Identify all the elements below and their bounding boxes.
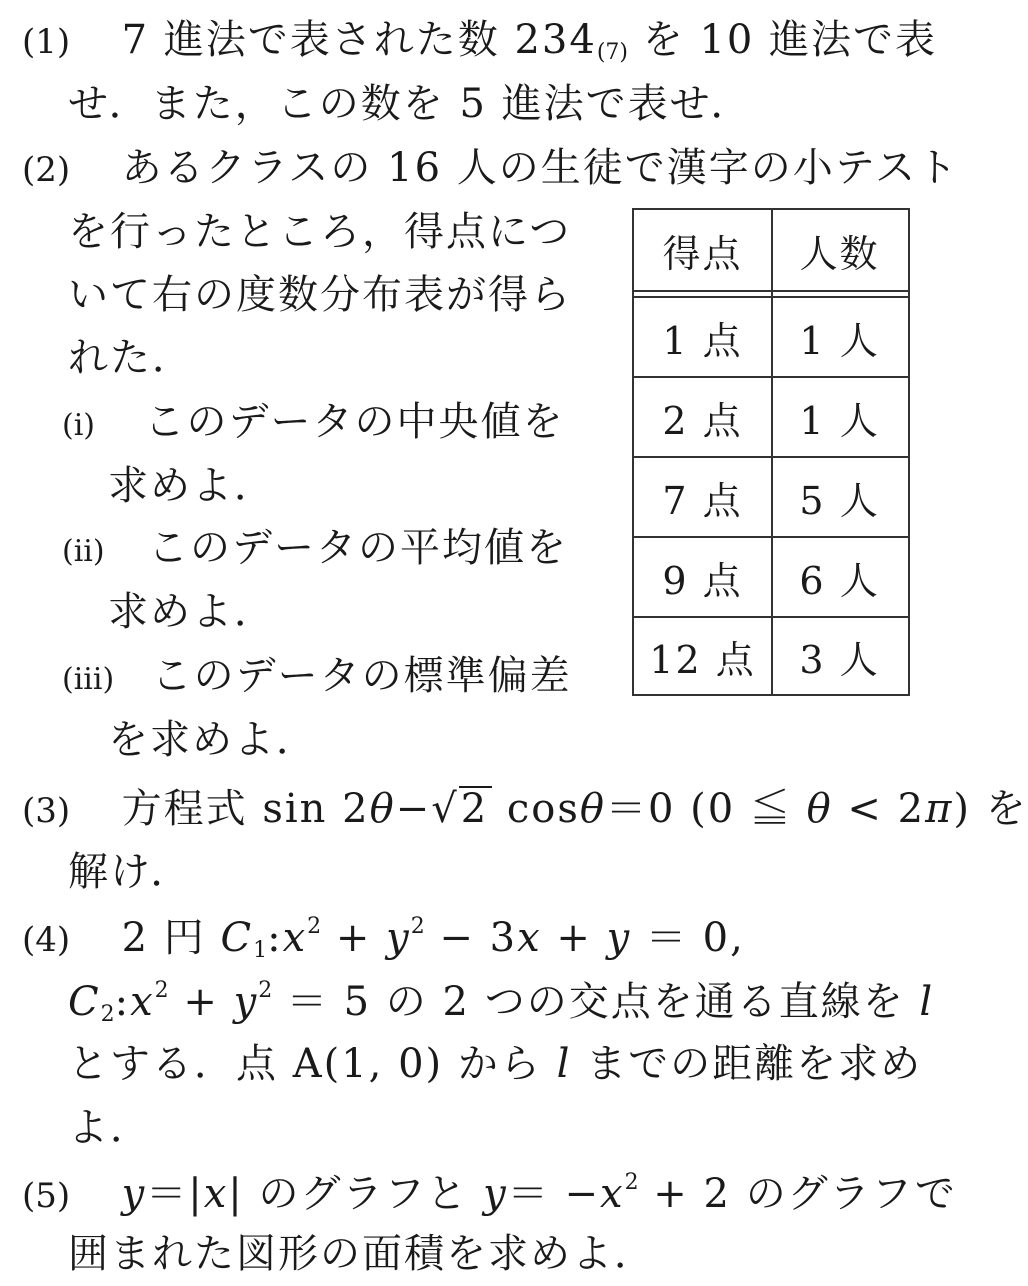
subproblem-i-line-2 <box>108 463 276 509</box>
var-y: y <box>386 915 411 961</box>
table-cell-score: 2 点 <box>662 398 743 443</box>
subproblem-ii-text: このデータの平均値を <box>148 525 569 571</box>
table-row <box>634 298 908 376</box>
table-cell-score: 12 点 <box>649 637 756 682</box>
problem-1-text: 7 進法で表された数 234 <box>121 17 597 63</box>
problem-5-number: (5) <box>22 1176 71 1216</box>
table-row <box>634 538 908 616</box>
equation-part: ＝ 0, <box>631 915 745 961</box>
table-cell-score: 9 点 <box>662 558 743 603</box>
problem-2-text-2: を行ったところ，得点につ <box>68 209 572 255</box>
var-x: x <box>600 1171 625 1217</box>
problem-1-text-tail: を 10 進法で表 <box>628 17 938 63</box>
problem-2-text-3: いて右の度数分布表が得ら <box>68 272 572 318</box>
table-cell-count: 1 人 <box>799 318 880 363</box>
problem-4-line-2: $C_2:x^2 + y^2 = 5$ の 2 つの交点を通る直線を l <box>68 978 935 1027</box>
problem-4-line-1: (4) 2 円 $C_1:x^2 + y^2 - 3x + y = 0$, <box>22 914 745 963</box>
subproblem-iii-number: (iii) <box>62 662 115 697</box>
subproblem-iii-text-2: を求めよ． <box>108 717 318 763</box>
problem-2-text: あるクラスの 16 人の生徒で漢字の小テスト <box>121 145 960 191</box>
table-header-score: 得点 <box>662 231 743 276</box>
problem-4-line-4 <box>68 1105 152 1151</box>
problem-2-line-1 <box>22 145 960 191</box>
subproblem-i-line-1 <box>62 399 565 445</box>
var-l: l <box>556 1041 572 1087</box>
table-cell-score: 7 点 <box>662 478 743 523</box>
var-l: l <box>919 979 935 1025</box>
equation-part: < 2 <box>832 786 926 832</box>
pi: π <box>925 786 954 832</box>
var-y: y <box>606 915 632 961</box>
subproblem-i-text-2: 求めよ． <box>108 463 276 509</box>
var-x: x <box>130 979 155 1025</box>
table-cell-count: 6 人 <box>799 558 880 603</box>
problem-4-text-4: よ． <box>68 1105 152 1151</box>
problem-3-line-1 <box>22 786 1028 830</box>
problem-2-line-2 <box>68 209 572 255</box>
table-row <box>634 458 908 536</box>
problem-3-line-2 <box>68 849 193 895</box>
superscript: 2 <box>154 978 169 1003</box>
var-y: y <box>483 1171 508 1217</box>
superscript: 2 <box>258 978 273 1003</box>
plus: + <box>541 915 607 961</box>
problem-3-number: (3) <box>22 791 71 831</box>
problem-1-text-2: せ．また，この数を 5 進法で表せ． <box>68 81 753 127</box>
subproblem-iii-line-2 <box>108 717 318 763</box>
var-C: C <box>68 979 101 1025</box>
theta: θ <box>806 786 833 832</box>
problem-2-text-4: れた． <box>68 335 194 381</box>
plus: + <box>168 979 234 1025</box>
equation-part: 2 円 <box>121 915 221 961</box>
problem-3-text-2: 解け． <box>68 849 193 895</box>
subproblem-iii-text: このデータの標準偏差 <box>151 653 572 699</box>
subscript: 1 <box>253 938 268 963</box>
table-header-double-line-1 <box>634 290 908 292</box>
sqrt-radicand: 2 <box>459 786 492 830</box>
subproblem-ii-number: (ii) <box>62 534 105 569</box>
problem-2-line-4 <box>68 335 194 381</box>
subproblem-ii-text-2: 求めよ． <box>108 589 276 635</box>
problem-5-text-2: 囲まれた図形の面積を求めよ． <box>68 1231 656 1277</box>
var-C: C <box>220 915 254 961</box>
table-row <box>634 378 908 456</box>
subproblem-iii-line-1 <box>62 653 572 699</box>
var-x: x <box>517 915 542 961</box>
equation-part: ＝0 (0 ≦ <box>605 786 807 832</box>
var-y: y <box>121 1171 147 1217</box>
table-cell-count: 3 人 <box>799 637 880 682</box>
problem-1-line-2 <box>68 81 753 127</box>
problem-4-line-3 <box>68 1041 923 1087</box>
problem-5-line-2 <box>68 1231 656 1277</box>
equation-part: ＝| <box>146 1171 204 1217</box>
theta: θ <box>369 786 396 832</box>
table-header-count: 人数 <box>799 231 880 276</box>
base-subscript: (7) <box>596 40 629 65</box>
problem-2-number: (2) <box>22 150 71 190</box>
subproblem-ii-line-1 <box>62 525 569 571</box>
equation-part: ) を <box>953 786 1028 832</box>
var-y: y <box>233 979 259 1025</box>
problem-4-number: (4) <box>22 920 71 960</box>
problem-5-line-1 <box>22 1170 957 1217</box>
superscript: 2 <box>410 914 425 939</box>
table-header-row <box>634 210 908 290</box>
subproblem-i-text: このデータの中央値を <box>144 399 565 445</box>
subscript: 2 <box>100 1002 115 1027</box>
frequency-table <box>632 208 910 696</box>
equation-part: ＝ − <box>507 1171 601 1217</box>
equation-part: − 3 <box>424 915 518 961</box>
var-x: x <box>282 915 308 961</box>
sqrt-icon: √ <box>431 786 459 832</box>
problem-4-text-3b: までの距離を求め <box>571 1041 923 1087</box>
equation-part: ＝ 5 の 2 つの交点を通る直線を <box>272 979 920 1025</box>
problem-1-line-1 <box>22 17 938 65</box>
minus-sign: − <box>395 786 432 832</box>
table-cell-count: 5 人 <box>799 478 880 523</box>
superscript: 2 <box>624 1170 639 1195</box>
theta: θ <box>579 786 606 832</box>
plus: + <box>321 915 387 961</box>
table-row <box>634 618 908 694</box>
equation-part: cos <box>492 786 580 832</box>
problem-1-number: (1) <box>22 22 71 62</box>
equation-part: + 2 のグラフで <box>638 1171 957 1217</box>
equation-part: 方程式 sin 2 <box>121 786 370 832</box>
table-cell-count: 1 人 <box>799 398 880 443</box>
superscript: 2 <box>307 914 322 939</box>
var-x: x <box>203 1171 229 1217</box>
problem-2-line-3 <box>68 272 572 318</box>
table-cell-score: 1 点 <box>662 318 743 363</box>
subproblem-ii-line-2 <box>108 589 276 635</box>
subproblem-i-number: (i) <box>62 408 96 443</box>
problem-4-text-3a: とする．点 A(1, 0) から <box>68 1041 557 1087</box>
equation-part: | のグラフと <box>228 1171 484 1217</box>
